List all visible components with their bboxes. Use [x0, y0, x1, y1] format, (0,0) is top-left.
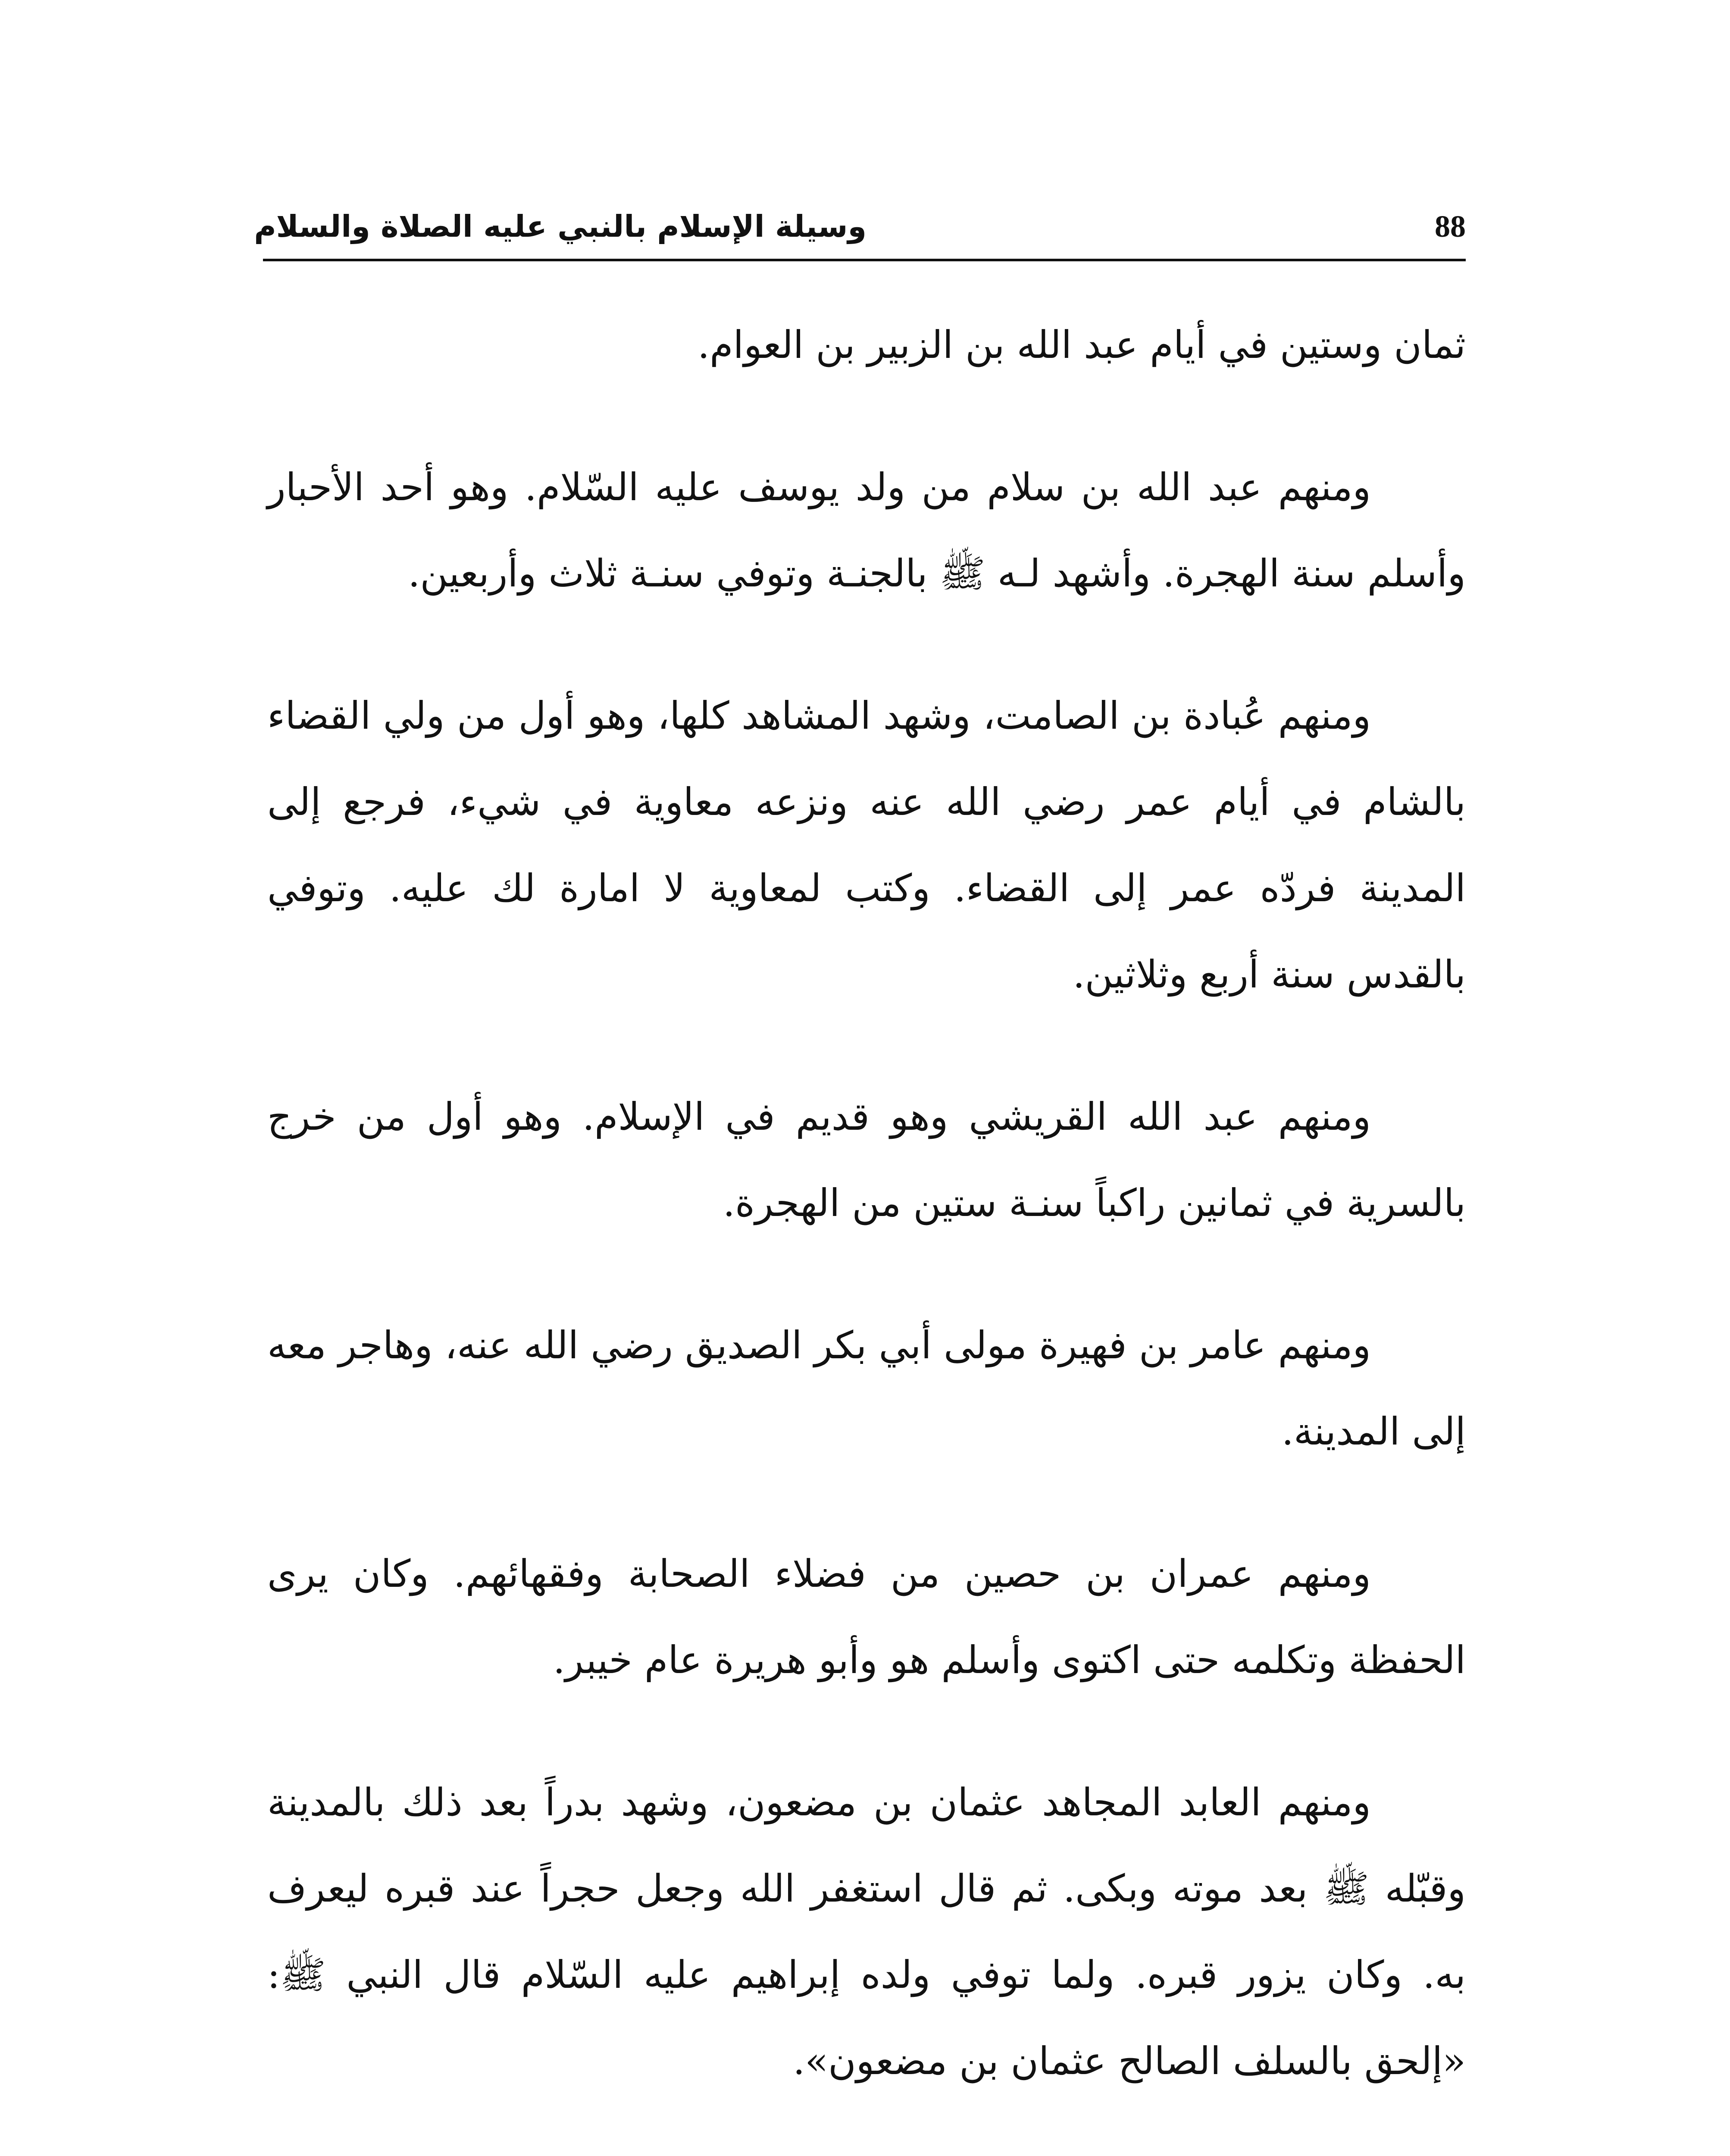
paragraph: ثمان وستين في أيام عبد الله بن الزبير بن العوام.	[698, 323, 1466, 367]
main-text	[267, 302, 1466, 2156]
paragraph: ومنهم العابد المجاهد عثمان بن مضعون، وشهد بدراً بعد ذلك بالمدينة وقبّله ﷺ بعد موته وبكى. ثم قال استغفر الله وجعل حجراً عند قبره ليعرف به. وكان يزور قبره. ولما توفي ولده إبراهيم عليه السّلام قال النبي ﷺ: «إلحق بالسلف الصالح عثمان بن مضعون».	[267, 1780, 1466, 2083]
page-header	[254, 203, 1466, 254]
paragraph: ومنهم عمران بن حصين من فضلاء الصحابة وفقهائهم. وكان يرى الحفظة وتكلمه حتى اكتوى وأسلم هو وأبو هريرة عام خيبر.	[267, 1551, 1466, 1682]
page-number: 88	[1435, 209, 1466, 244]
paragraph: ومنهم عبد الله القريشي وهو قديم في الإسلام. وهو أول من خرج بالسرية في ثمانين راكباً سنـة ستين من الهجرة.	[267, 1094, 1466, 1225]
paragraph: ومنهم عُبادة بن الصامت، وشهد المشاهد كلها، وهو أول من ولي القضاء بالشام في أيام عمر رضي الله عنه ونزعه معاوية في شيء، فرجع إلى المدينة فردّه عمر إلى القضاء. وكتب لمعاوية لا امارة لك عليه. وتوفي بالقدس سنة أربع وثلاثين.	[267, 693, 1466, 997]
running-title: وسيلة الإسلام بالنبي عليه الصلاة والسلام	[254, 209, 867, 244]
header-divider	[263, 259, 1466, 261]
paragraph: ومنهم عامر بن فهيرة مولى أبي بكر الصديق رضي الله عنه، وهاجر معه إلى المدينة.	[267, 1323, 1466, 1454]
paragraph: ومنهم عبد الله بن سلام من ولد يوسف عليه السّلام. وهو أحد الأحبار وأسلم سنة الهجرة. وأشهد لـه ﷺ بالجنـة وتوفي سنـة ثلاث وأربعين.	[267, 465, 1466, 595]
